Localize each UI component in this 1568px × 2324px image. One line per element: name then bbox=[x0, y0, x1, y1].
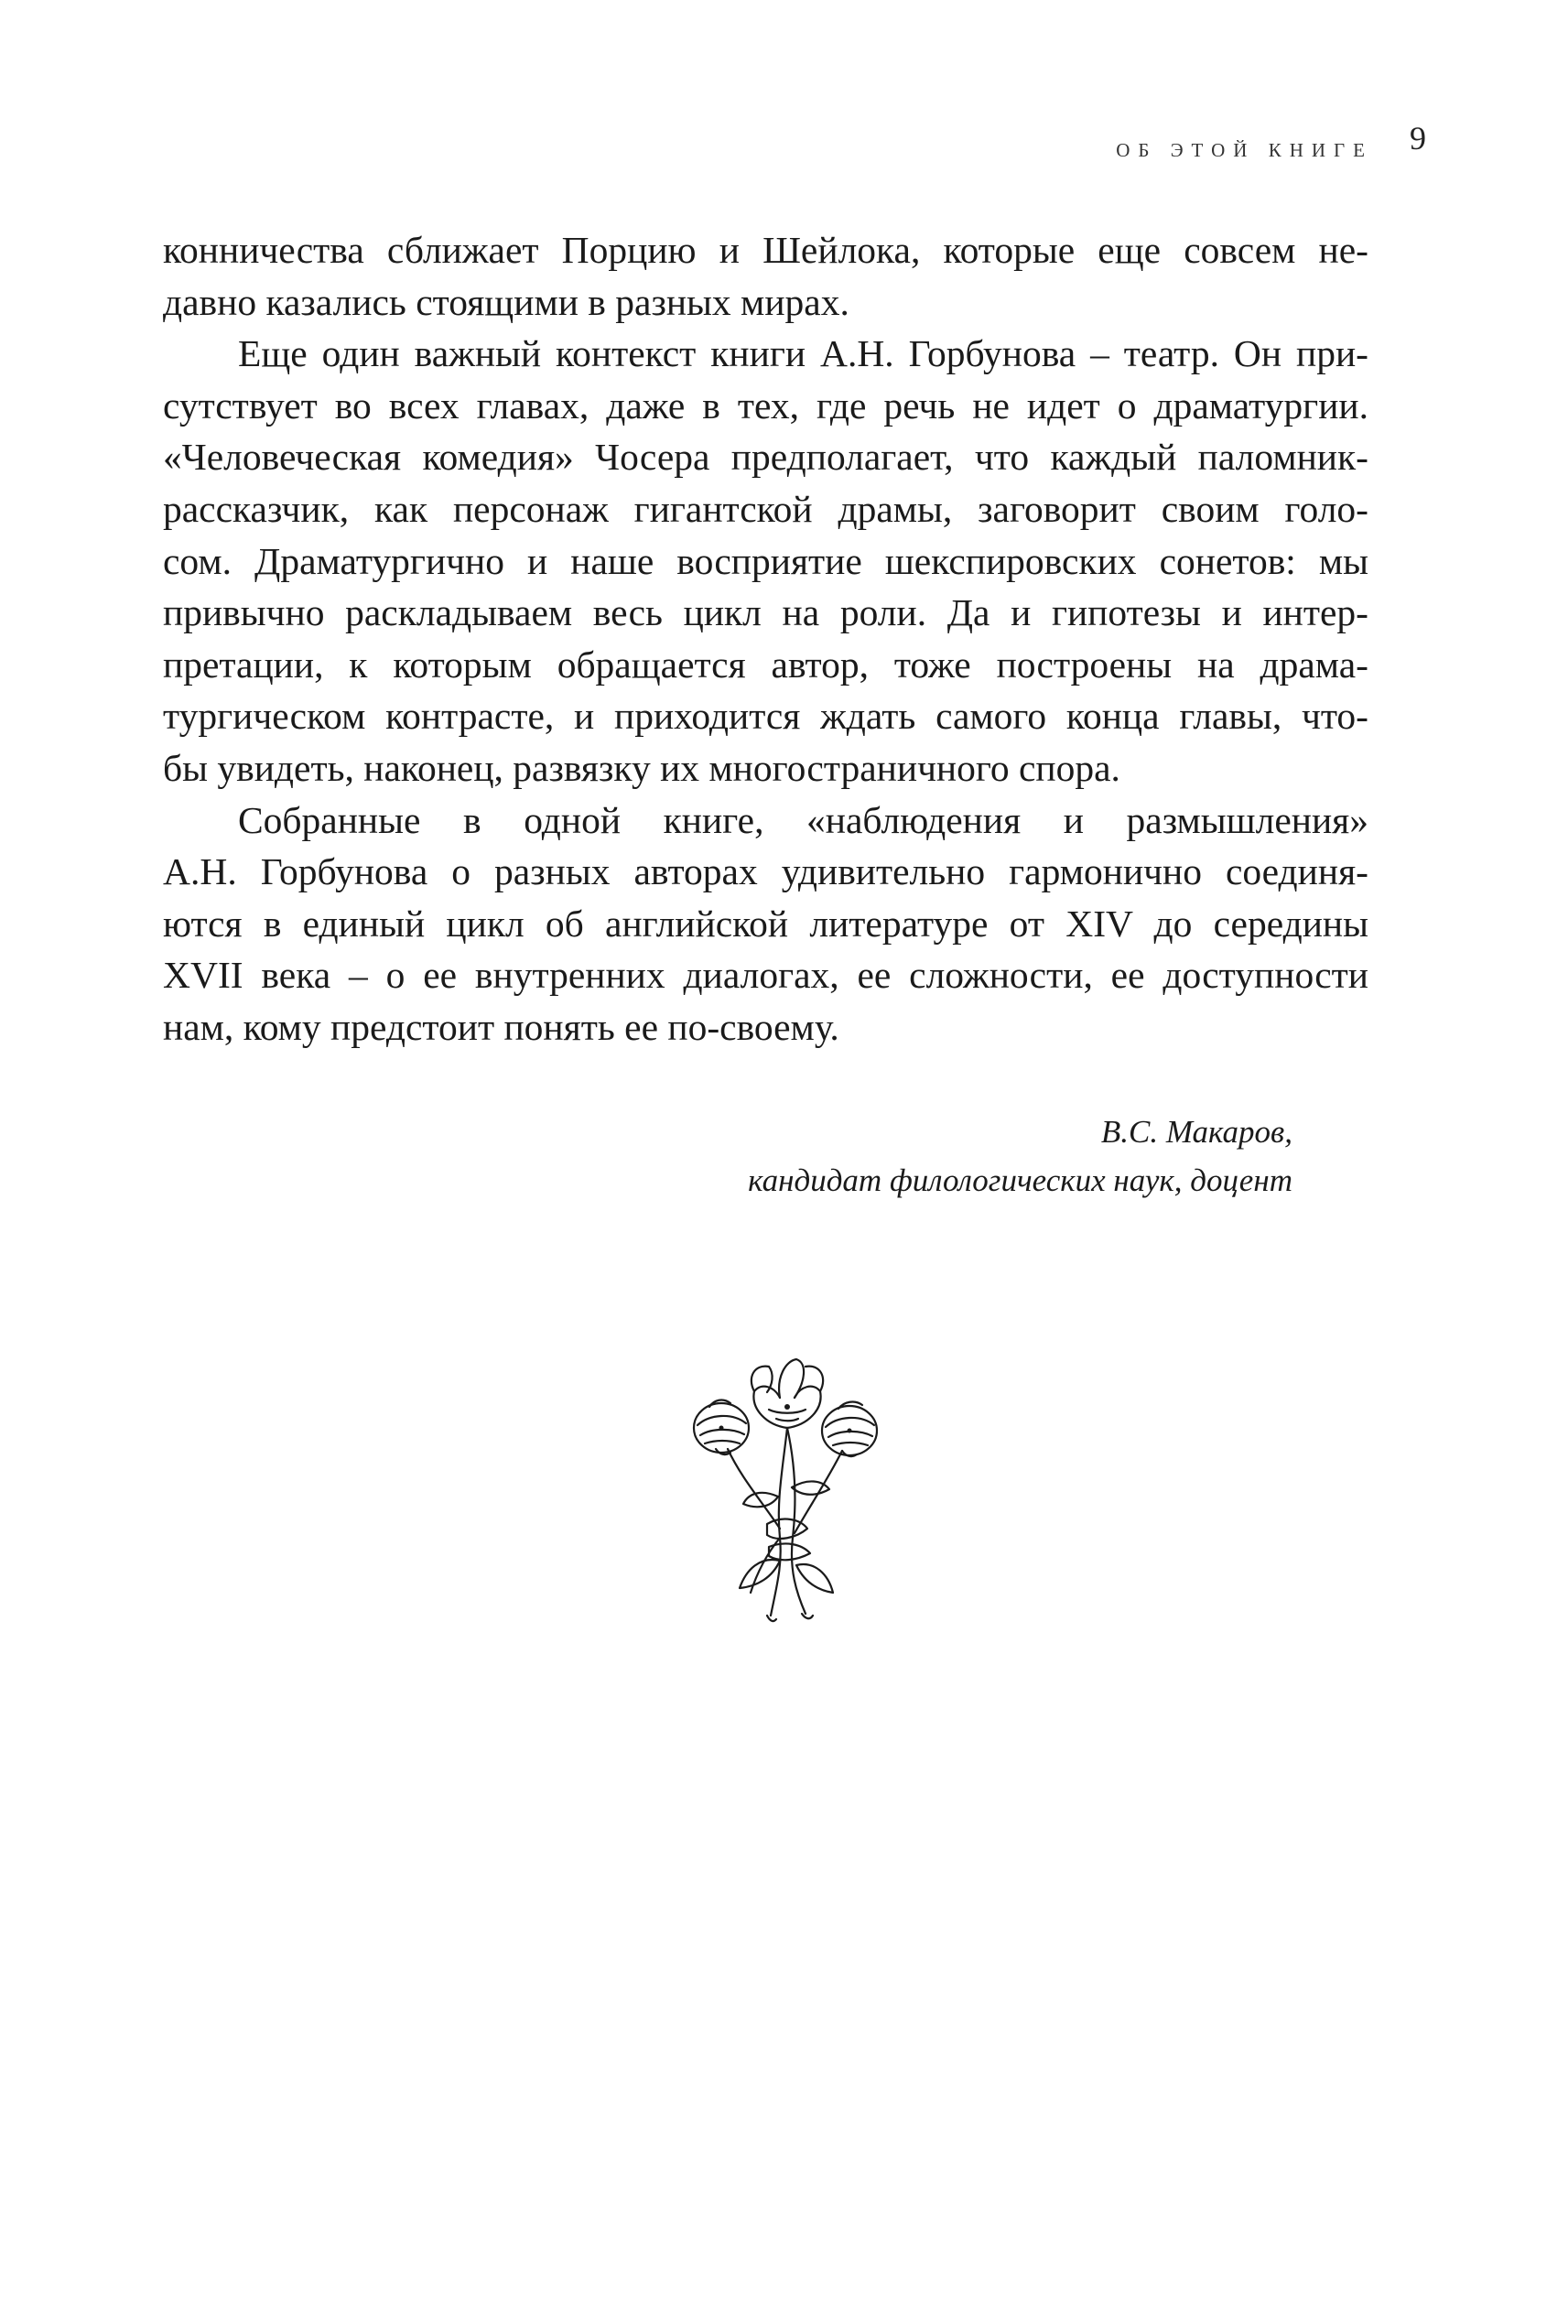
text-line: претации, к которым обращается автор, тоже построены на драма- bbox=[163, 643, 1368, 686]
text-line: давно казались стоящими в разных мирах. bbox=[163, 280, 849, 323]
signature-name: В.С. Макаров, bbox=[1100, 1114, 1292, 1150]
text-line: сутствует во всех главах, даже в тех, где речь не идет о драматургии. bbox=[163, 384, 1368, 427]
text-line: Собранные в одной книге, «наблюдения и размышления» bbox=[238, 798, 1368, 841]
text-line: «Человеческая комедия» Чосера предполагает, что каждый паломник- bbox=[163, 436, 1368, 479]
text-line: XVII века – о ее внутренних диалогах, ее сложности, ее доступности bbox=[163, 954, 1368, 997]
text-line: рассказчик, как персонаж гигантской драмы, заговорит своим голо- bbox=[163, 487, 1368, 530]
text-line: нам, кому предстоит понять ее по-своему. bbox=[163, 1005, 839, 1048]
running-head: ОБ ЭТОЙ КНИГЕ bbox=[1116, 139, 1373, 161]
body-text bbox=[163, 224, 1368, 1054]
text-line: Еще один важный контекст книги А.Н. Горбунова – театр. Он при- bbox=[238, 332, 1368, 375]
signature-title: кандидат филологических наук, доцент bbox=[748, 1162, 1292, 1198]
text-line: ются в единый цикл об английской литературе от XIV до середины bbox=[163, 902, 1368, 945]
text-line: конничества сближает Порцию и Шейлока, которые еще совсем не- bbox=[163, 229, 1368, 271]
page-number: 9 bbox=[1410, 120, 1426, 157]
text-line: А.Н. Горбунова о разных авторах удивительно гармонично соединя- bbox=[163, 850, 1368, 893]
text-line: тургическом контрасте, и приходится ждать самого конца главы, что- bbox=[163, 695, 1368, 738]
flower-bouquet-icon bbox=[659, 1341, 915, 1634]
signature bbox=[549, 1108, 1292, 1205]
text-line: сом. Драматургично и наше восприятие шекспировских сонетов: мы bbox=[163, 539, 1368, 582]
text-line: бы увидеть, наконец, развязку их многостраничного спора. bbox=[163, 746, 1120, 789]
text-line: привычно раскладываем весь цикл на роли. Да и гипотезы и интер- bbox=[163, 591, 1368, 634]
